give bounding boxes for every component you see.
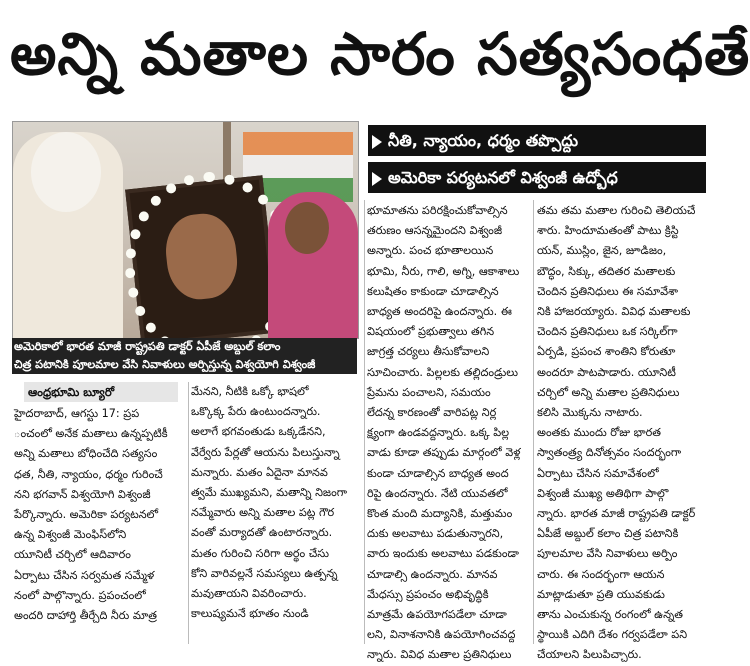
article-line: కాలుష్యమనే భూతం నుండి [191,607,309,621]
article-line: వేర్వేరు పేర్లతో ఆయను పిలుస్తున్నా [191,445,340,459]
article-line: అలాగే భగవంతుడు ఒక్కడేనని, [191,425,326,439]
article-line: కోని వారివల్లనే సమస్యలు ఉత్పన్న [191,566,338,580]
article-line: వంతో మర్యాదతో ఉంటారన్నారు. [191,526,333,540]
article-line: దుకు అలవాటు పడుతున్నారని, [367,527,504,541]
byline: ఆంధ్రభూమి బ్యూరో [24,382,178,402]
article-column-4 [537,201,709,662]
article-column-2 [191,382,361,644]
article-line: చెందిన ప్రతినిధులు ఈ సమావేశా [537,284,678,298]
article-line: హైదరాబాద్, ఆగస్టు 17: ప్రప [14,407,140,420]
article-line: నంలో పాల్గొన్నారు. ప్రపంచంలో [14,588,146,602]
article-line: పేర్కొన్నారు. అమెరికా పర్యటనలో [14,508,159,522]
article-line: యూనిటీ చర్చిలో ఆదివారం [14,548,131,562]
article-line: స్వాతంత్ర్య దినోత్సవం సందర్భంగా [537,446,682,460]
article-line: ఉన్న విశ్వంజీ మెంఫిస్‌లోని [14,528,127,542]
article-line: న్నారు. వివిధ మతాల ప్రతినిధులు [367,648,512,662]
article-line: చెందిన ప్రతినిధులు ఒక సర్కిల్‌గా [537,325,678,339]
article-line: మన్నారు. మతం ఏదైనా మానవ [191,465,328,479]
column-divider [533,200,534,644]
article-line: మేనని, నీటికి ఒక్కో భాషలో [191,385,309,398]
article-line: ఒక్కొక్క పేరు ఉంటుందన్నారు. [191,405,321,419]
article-line: కలుషితం కాకుండా చూడాల్సిన [367,284,499,298]
article-line: చూడాల్సి ఉందన్నారు. మానవ [367,567,498,581]
article-line: విశ్వంజీ ముఖ్య అతిథిగా పాల్గొ [537,486,669,500]
article-line: చారు. ఈ సందర్భంగా ఆయన [537,567,665,581]
article-line: ఏర్పాటు చేసిన సమావేశంలో [537,466,659,480]
subheading [368,125,706,156]
caption-line: చిత్ర పటానికి పూలమాల వేసి నివాళులు అర్పిస్తున్న విశ్వయోగి విశ్వంజీ [14,358,316,371]
article-line: తమ తమ మతాల గురించి తెలియచే [537,204,696,217]
article-line: తాను ఎంచుకున్న రంగంలో ఉన్నత [537,608,683,622]
article-line: బౌద్ధం, సిక్కు, తదితర మతాలకు [537,264,676,278]
arrow-bullet-icon [372,135,382,149]
woman-head-graphic [285,202,329,254]
subheading [368,162,706,193]
column-divider [364,200,365,644]
article-line: మేధస్సు ప్రపంచం అభివృద్ధికి [367,587,489,601]
subheading-text: నీతి, న్యాయం, ధర్మం తప్పొద్దు [388,131,579,150]
article-line: భూమి, నీరు, గాలి, అగ్ని, ఆకాశాలు [367,264,520,278]
article-line: ఏర్పడి, ప్రపంచ శాంతిని కోరుతూ [537,345,676,359]
article-line: అంతకు ముందు రోజు భారత [537,426,661,440]
article-line: ంచంలో అనేక మతాలు ఉన్నప్పటికీ [14,427,168,441]
article-line: జాగ్రత్త చర్యలు తీసుకోవాలని [367,345,490,359]
article-line: చర్చిలో అన్ని మతాల ప్రతినిధులు [537,385,680,399]
article-line: నమ్మేవారు అన్ని మతాల పట్ల గౌర [191,506,335,520]
article-line: అన్ని మతాలు బోధించేది సత్యసం [14,447,158,461]
news-photo [12,121,359,339]
article-line: కొంత మంది మద్యానికి, మత్తుమం [367,507,513,521]
article-line: వారు ఇందుకు అలవాటు పడకుండా [367,547,519,561]
article-line: చేయాలని పిలుపిచ్చారు. [537,648,642,662]
article-line: తరుణం ఆసన్నమైందని విశ్వంజీ [367,224,503,238]
article-line: మాట్లాడుతూ ప్రతి యువకుడు [537,587,665,601]
article-line: మవుతాయని వివరించారు. [191,587,307,601]
article-line: అన్నారు. పంచ భూతాలయిన [367,244,494,258]
article-line: ఏర్పాటు చేసిన సర్వమత సమ్మేళ [14,568,155,582]
article-line: మతం గురించి సరిగా అర్థం చేసు [191,546,329,560]
headline: అన్ని మతాల సారం సత్యసంధతే [10,20,750,88]
article-line: నికి హాజరయ్యారు. వివిధ మతాలకు [537,305,691,319]
article-line: స్థాయికి ఎదిగి దేశం గర్వపడేలా పని [537,628,688,642]
article-line: వాడు కూడా తప్పుడు మార్గంలో వెళ్ల [367,446,521,460]
article-line: ధత, నీతి, న్యాయం, ధర్మం గురించే [14,467,163,481]
article-column-1 [14,404,184,644]
article-line: అందరి దాహార్తి తీర్చేది నీరు మాత్ర [14,609,157,623]
man-head-graphic [31,132,101,212]
article-line: భూమాతను పరిరక్షించుకోవాల్సిన [367,204,508,217]
article-line: కుండా చూడాల్సిన బాధ్యత అంద [367,466,509,480]
article-column-3 [367,201,528,662]
article-line: లని, వినాశనానికి ఉపయోగించవద్ద [367,628,516,642]
photo-caption [12,338,357,374]
caption-line: అమెరికాలో భారత మాజీ రాష్ట్రపతి డాక్టర్ ఏపీజే అబ్దుల్ కలాం [14,340,281,353]
article-line: యన్, ముస్లిం, జైన, జూడిజం, [537,244,667,258]
arrow-bullet-icon [372,172,382,186]
article-line: ఏపీజే అబ్దుల్ కలాం చిత్ర పటానికి [537,527,679,541]
article-line: ప్రేమను పంచాలని, సమయం [367,385,491,399]
article-line: పూలమాల వేసి నివాళులు అర్పిం [537,547,678,561]
subheading-text: అమెరికా పర్యటనలో విశ్వంజీ ఉద్బోధ [388,168,618,187]
article-line: శారు. హిందూమతంతో పాటు క్రిస్టి [537,224,679,238]
article-line: నని భగవాన్ విశ్వయోగి విశ్వంజీ [14,487,151,501]
article-line: త్వమే ముఖ్యమని, మతాన్ని నిజంగా [191,486,348,500]
article-line: బాధ్యత అందరిపై ఉందన్నారు. ఈ [367,305,512,319]
column-divider [188,382,189,644]
article-line: అందరూ పాటపాడారు. యూనిటీ [537,365,676,379]
article-line: క్ష్యంగా ఉండవద్దన్నారు. ఒక్క పిల్ల [367,426,510,440]
article-line: న్నారు. భారత మాజీ రాష్ట్రపతి డాక్టర్ [537,507,696,521]
article-line: మాత్రమే ఉపయోగపడేలా చూడా [367,608,507,622]
article-line: లేదన్న కారణంతో వారిపట్ల నిర్ల [367,406,497,420]
article-line: రిపై ఉందన్నారు. నేటి యువతలో [367,486,508,500]
article-line: సూచించారు. పిల్లలకు తల్లిదండ్రులు [367,365,519,379]
article-line: కలిసి మొక్కను నాటారు. [537,406,643,420]
article-line: విషయంలో ప్రభుత్వాలు తగిన [367,325,495,339]
